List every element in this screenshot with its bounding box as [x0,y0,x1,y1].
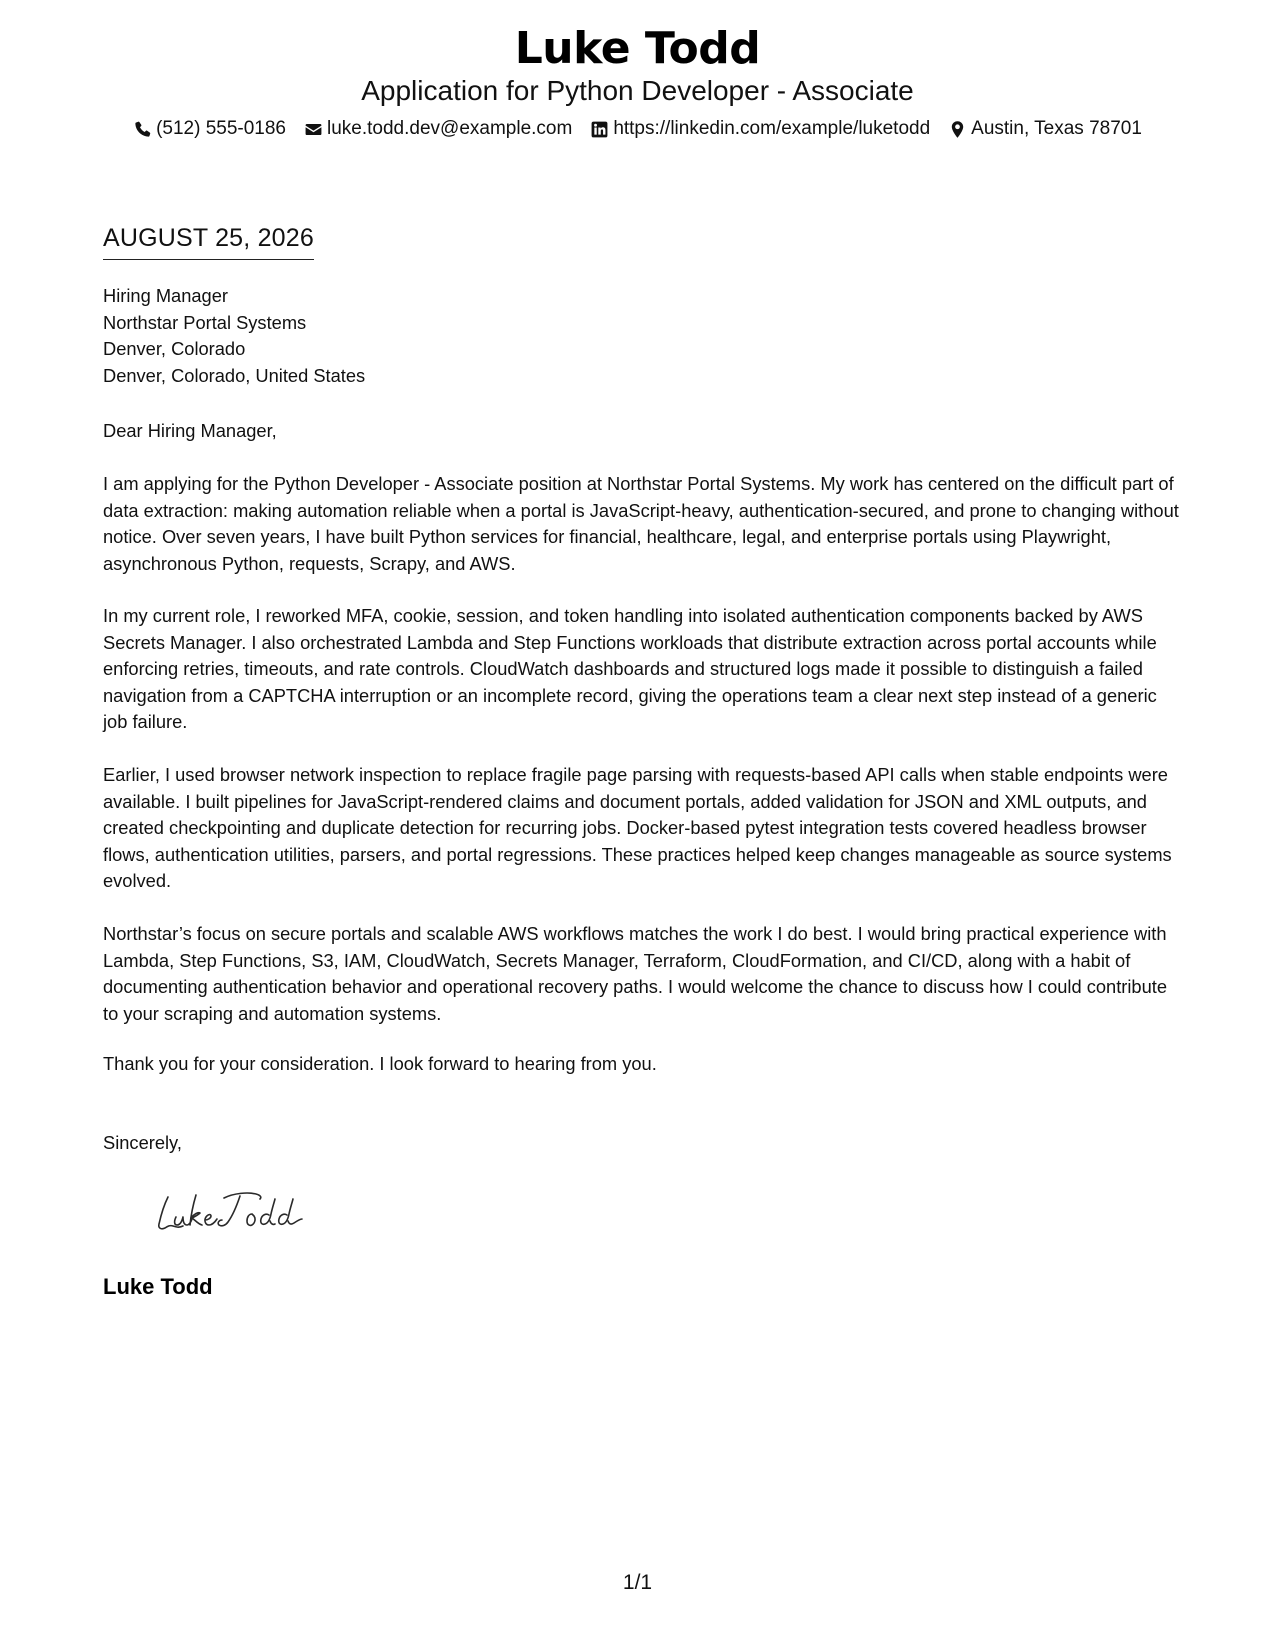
letter-closing: Sincerely, [103,1132,182,1153]
linkedin-icon [590,120,609,139]
contact-info [0,116,1275,142]
envelope-icon [304,120,323,139]
email-address: luke.todd.dev@example.com [327,118,573,139]
recipient-line: Hiring Manager [103,285,228,306]
contact-phone [133,116,286,142]
contact-location [948,116,1142,142]
contact-linkedin[interactable] [590,116,930,142]
recipient-line: Denver, Colorado, United States [103,364,366,386]
location-text: Austin, Texas 78701 [971,118,1142,139]
phone-icon [133,120,152,139]
handwritten-signature [150,1188,320,1236]
signed-name: Luke Todd [103,1274,213,1299]
phone-number: (512) 555-0186 [156,118,286,139]
page-number: 1/1 [622,1571,653,1594]
applicant-name: Luke Todd [514,23,761,74]
letter-greeting: Dear Hiring Manager, [103,420,277,441]
letter-paragraph: Earlier, I used browser network inspection to replace fragile page parsing with requests-based API calls when stable endpoints were available. I built pipelines for JavaScript-rendered claims and document portals, added validation for JSON and XML outputs, and created checkpointing and duplicate detection for recurring jobs. Docker-based pytest integration tests covered headless browser flows, authentication utilities, parsers, and portal regressions. These practices helped keep changes manageable as source systems evolved. [103,764,1172,891]
recipient-line: Denver, Colorado [103,338,246,359]
letter-paragraph: In my current role, I reworked MFA, cookie, session, and token handling into isolated authentication components backed by AWS Secrets Manager. I also orchestrated Lambda and Step Functions workloads that distribute extraction across portal accounts while enforcing retries, timeouts, and rate controls. CloudWatch dashboards and structured logs made it possible to distinguish a failed navigation from a CAPTCHA interruption or an incomplete record, giving the operations team a clear next step instead of a generic job failure. [103,605,1157,732]
letter-paragraph: Northstar’s focus on secure portals and scalable AWS workflows matches the work I do best. I would bring practical experience with Lambda, Step Functions, S3, IAM, CloudWatch, Secrets Manager, Terraform, CloudFormation, and CI/CD, along with a habit of documenting authentication behavior and operational recovery paths. I would welcome the chance to discuss how I could contribute to your scraping and automation systems. [103,923,1167,1024]
letter-date-block [103,222,314,260]
letter-thanks: Thank you for your consideration. I look forward to hearing from you. [103,1053,657,1074]
letter-paragraph: I am applying for the Python Developer - Associate position at Northstar Portal Systems. My work has centered on the difficult part of data extraction: making automation reliable when a portal is JavaScript-heavy, authentication-secured, and prone to changing without notice. Over seven years, I have built Python services for financial, healthcare, legal, and enterprise portals using Playwright, asynchronous Python, requests, Scrapy, and AWS. [103,473,1179,574]
letter-date: AUGUST 25, 2026 [103,222,314,260]
contact-email[interactable] [304,116,572,142]
map-pin-icon [948,120,967,139]
recipient-line: Northstar Portal Systems [103,311,307,333]
recipient-address [103,283,1183,389]
letter-header [0,22,1275,142]
application-title: Application for Python Developer - Associate [361,75,914,106]
linkedin-url: https://linkedin.com/example/luketodd [613,118,931,139]
